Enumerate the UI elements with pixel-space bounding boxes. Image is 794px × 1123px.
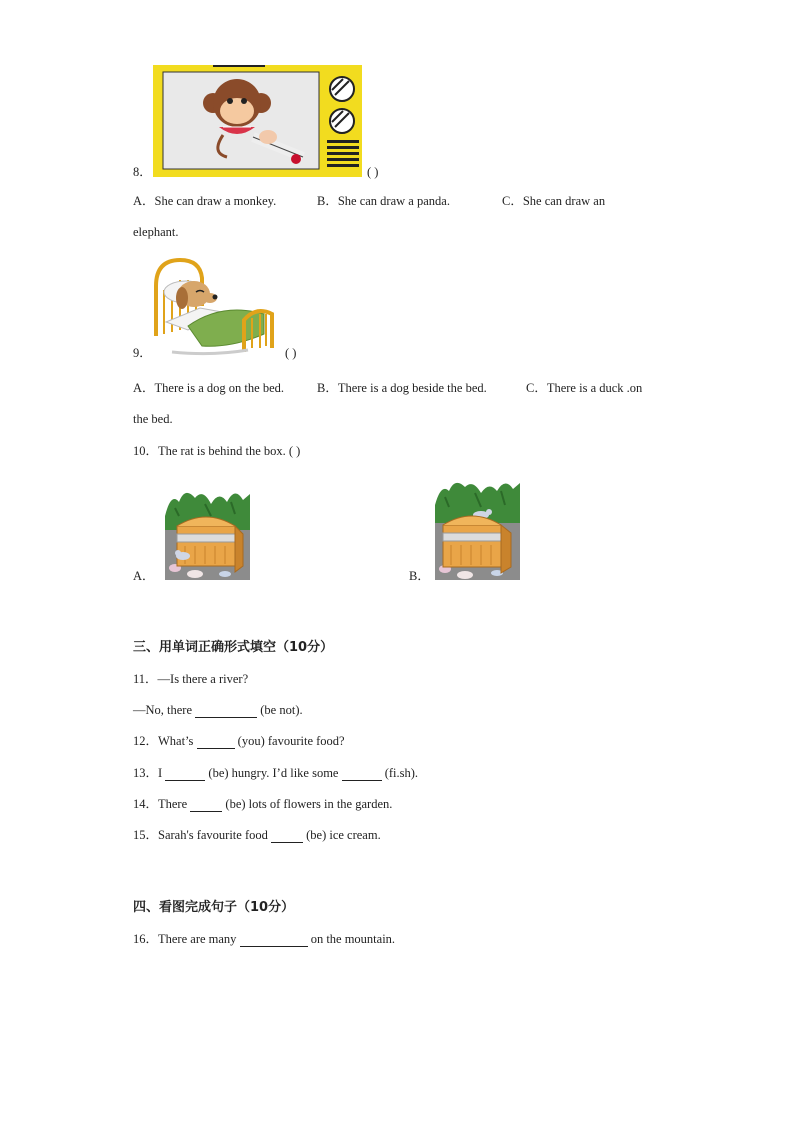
q9-option-b[interactable]: B．There is a dog beside the bed. (317, 381, 487, 395)
q13-text-post: (fi.sh). (384, 766, 419, 780)
q13-text-pre: 13．I (133, 766, 163, 780)
q11-line1: 11．—Is there a river? (133, 672, 249, 686)
q15-line (133, 829, 381, 843)
q14-line (133, 798, 392, 812)
q9-option-c-continued: the bed. (133, 412, 173, 426)
q13-blank-1[interactable] (165, 767, 205, 781)
q16-text-post: on the mountain. (310, 932, 396, 946)
q8-option-c-continued: elephant. (133, 225, 179, 239)
q12-text-pre: 12．What’s (133, 734, 194, 748)
q8-option-b[interactable]: B．She can draw a panda. (317, 194, 450, 208)
q9-answer-bracket[interactable]: ( ) (285, 346, 297, 360)
section4-heading: 四、看图完成句子（10分） (133, 900, 295, 915)
box-option-b-image[interactable] (435, 477, 520, 580)
q8-answer-bracket[interactable]: ( ) (367, 165, 379, 179)
q12-blank[interactable] (197, 735, 235, 749)
q13-text-mid: (be) hungry. I’d like some (208, 766, 339, 780)
q14-text-post: (be) lots of flowers in the garden. (225, 797, 393, 811)
q16-blank[interactable] (240, 933, 308, 947)
q16-text-pre: 16．There are many (133, 932, 237, 946)
q9-option-a[interactable]: A．There is a dog on the bed. (133, 381, 285, 395)
q15-text-pre: 15．Sarah's favourite food (133, 828, 268, 842)
box-option-a-image[interactable] (165, 486, 250, 580)
q16-line (133, 933, 395, 947)
q12-line (133, 735, 345, 749)
q15-blank[interactable] (271, 829, 303, 843)
q9-number: 9． (133, 346, 152, 360)
q8-option-a[interactable]: A．She can draw a monkey. (133, 194, 277, 208)
q9-option-c[interactable]: C．There is a duck .on (526, 381, 643, 395)
tv-monkey-image (153, 65, 362, 177)
q10-option-a[interactable]: A． (133, 569, 155, 583)
q13-blank-2[interactable] (342, 767, 382, 781)
q12-text-post: (you) favourite food? (237, 734, 345, 748)
q8-number: 8． (133, 165, 152, 179)
q10-option-b[interactable]: B． (409, 569, 430, 583)
q8-option-c[interactable]: C．She can draw an (502, 194, 606, 208)
q14-text-pre: 14．There (133, 797, 188, 811)
dog-in-bed-image (152, 256, 278, 358)
q14-blank[interactable] (190, 798, 222, 812)
q13-line (133, 767, 418, 781)
q15-text-post: (be) ice cream. (306, 828, 381, 842)
q11-line2 (133, 704, 303, 718)
q11-text-post: (be not). (260, 703, 303, 717)
q10-stem: 10．The rat is behind the box. ( ) (133, 444, 301, 458)
q11-blank[interactable] (195, 704, 257, 718)
section3-heading: 三、用单词正确形式填空（10分） (133, 640, 334, 655)
q11-text-pre: —No, there (133, 703, 193, 717)
